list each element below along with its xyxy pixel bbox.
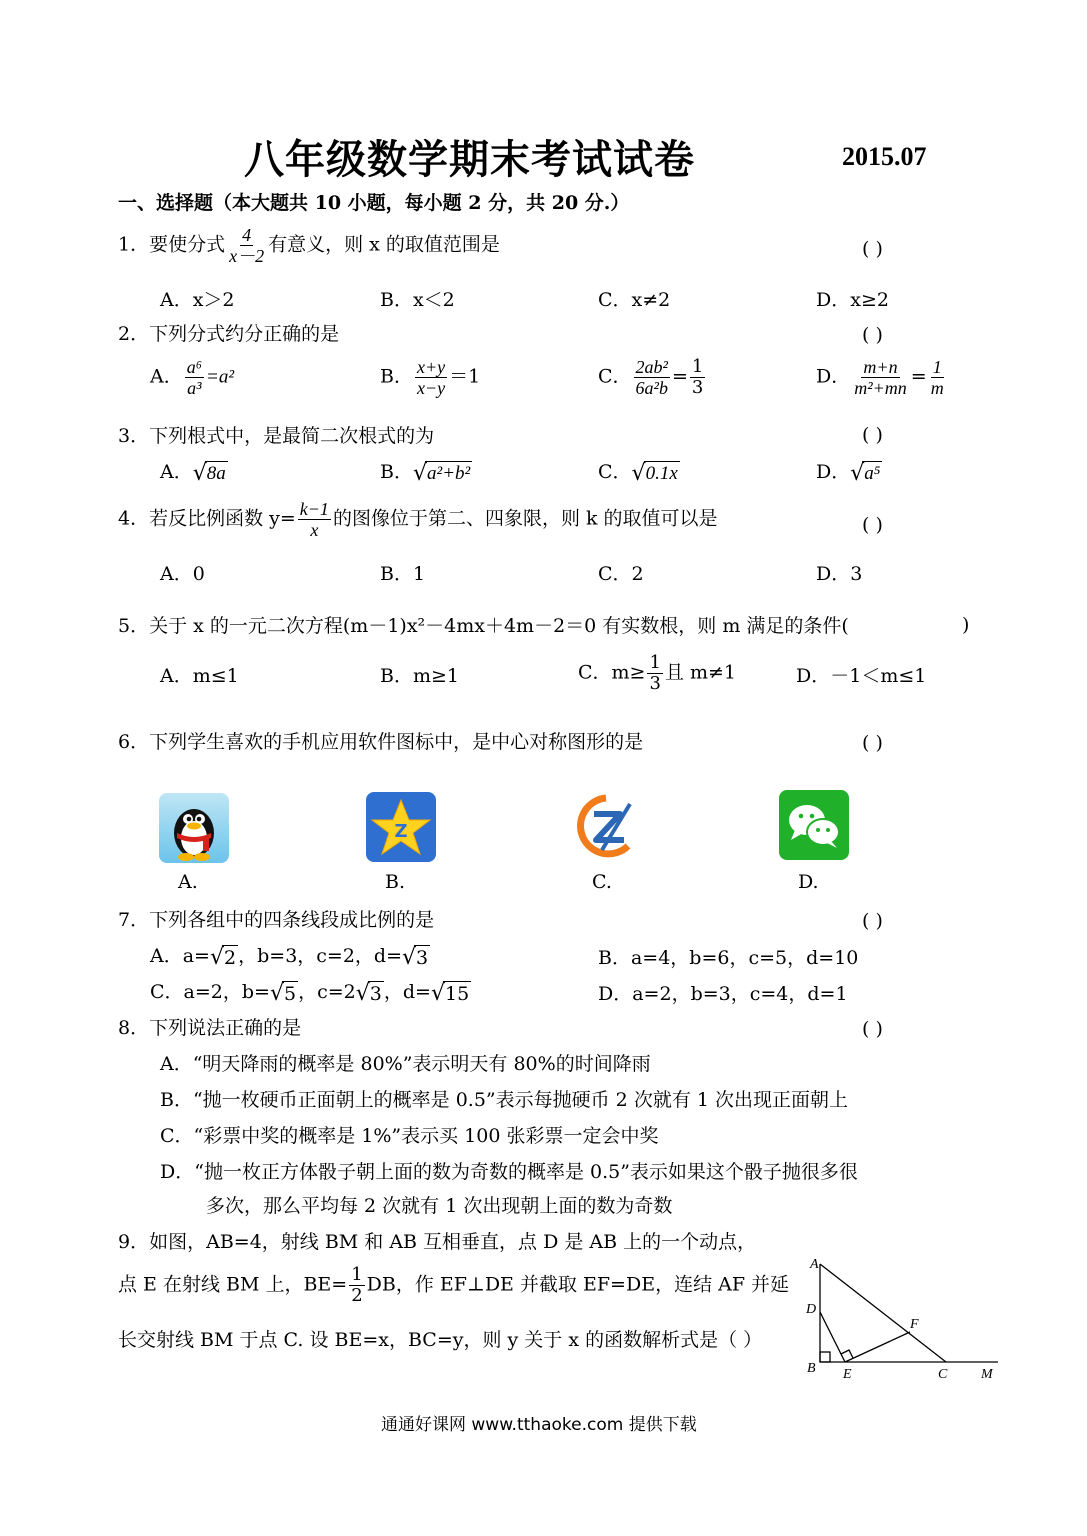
- fraction-denominator: 6a²b: [635, 378, 668, 398]
- stem-text: 关于 x 的一元二次方程(m－1)x²－4mx＋4m－2＝0 有实数根，则 m 满足的条件(: [149, 615, 849, 637]
- label-d: D: [806, 1302, 817, 1317]
- option-b: B．“抛一枚硬币正面朝上的概率是 0.5”表示每抛硬币 2 次就有 1 次出现正面朝上: [160, 1089, 848, 1111]
- option-label: A．: [150, 365, 183, 388]
- question-4-stem: [118, 500, 718, 539]
- radicand: a²+b²: [427, 462, 471, 484]
- option-a: A．m≤1: [160, 665, 239, 687]
- option-a: [150, 944, 430, 970]
- option-b: B．1: [380, 563, 426, 585]
- equals-sign: =: [910, 365, 927, 388]
- question-9-line-1: [118, 1230, 756, 1254]
- footer-text: 通通好课网 www.tthaoke.com 提供下载: [381, 1415, 697, 1435]
- fraction: [415, 358, 447, 397]
- option-label: C．m≥: [578, 661, 646, 684]
- answer-bracket: ( ): [862, 238, 883, 260]
- option-d-continued: 多次，那么平均每 2 次就有 1 次出现朝上面的数为奇数: [206, 1195, 673, 1217]
- option-label: D．: [816, 365, 851, 388]
- question-9-line-2: [118, 1266, 789, 1305]
- square-root: √0.1x: [631, 460, 678, 486]
- fraction: [690, 358, 705, 397]
- zl-logo-icon: [572, 790, 642, 860]
- svg-text:Z: Z: [394, 821, 408, 842]
- option-c: C．“彩票中奖的概率是 1%”表示买 100 张彩票一定会中奖: [160, 1125, 659, 1147]
- question-7-stem: [118, 908, 434, 932]
- option-label: C．: [598, 365, 632, 388]
- question-5-stem: [118, 614, 849, 638]
- segment-ef: [845, 1332, 910, 1362]
- answer-bracket: ( ): [862, 1018, 883, 1040]
- answer-bracket: ( ): [862, 514, 883, 536]
- question-number: 3．: [118, 425, 150, 447]
- fraction: [349, 1266, 364, 1305]
- fraction-numerator: 1: [351, 1264, 363, 1285]
- question-6-stem: [118, 730, 643, 754]
- square-root: √2: [209, 944, 237, 970]
- penguin-app-icon: [159, 793, 229, 863]
- segment-ac: [820, 1264, 946, 1362]
- option-a: [150, 358, 234, 397]
- question-number: 1．: [118, 233, 150, 256]
- fraction: [852, 358, 909, 397]
- fraction: [298, 500, 331, 539]
- question-9-line-3: 长交射线 BM 于点 C. 设 BE=x，BC=y，则 y 关于 x 的函数解析式是（ ）: [118, 1329, 763, 1351]
- option-label: A．: [160, 461, 193, 483]
- option-d: D．x≥2: [816, 289, 889, 311]
- radicand: 15: [445, 982, 470, 1005]
- icon-label-b: B.: [385, 871, 406, 893]
- fraction-denominator: x−y: [416, 378, 446, 398]
- chat-bubbles-app-icon: [779, 790, 849, 860]
- stem-text: 下列分式约分正确的是: [149, 323, 340, 345]
- equation-rhs: ＝1: [449, 365, 481, 388]
- fraction-numerator: 1: [932, 357, 942, 377]
- option-text: ，c=2: [298, 981, 356, 1003]
- stem-text: 点 E 在射线 BM 上，BE=: [118, 1273, 348, 1296]
- question-8-stem: [118, 1016, 301, 1040]
- question-number: 6．: [118, 731, 150, 753]
- radicand: 5: [284, 982, 297, 1005]
- radicand: 0.1x: [645, 462, 678, 484]
- option-d: D．a=2，b=3，c=4，d=1: [598, 983, 848, 1005]
- label-f: F: [910, 1317, 919, 1332]
- question-number: 8．: [118, 1017, 150, 1039]
- question-3-stem: [118, 424, 434, 448]
- stem-text: 下列各组中的四条线段成比例的是: [149, 909, 435, 931]
- label-c: C: [938, 1367, 948, 1382]
- fraction-denominator: m²+mn: [854, 378, 907, 398]
- exam-date: 2015.07: [842, 142, 927, 171]
- stem-text: 若反比例函数 y=: [149, 507, 296, 530]
- option-d: [816, 460, 882, 486]
- fraction-numerator: a⁶: [186, 357, 202, 377]
- stem-text: 如图，AB=4，射线 BM 和 AB 互相垂直，点 D 是 AB 上的一个动点，: [149, 1231, 757, 1253]
- section-title: 一、选择题（本大题共 10 小题，每小题 2 分，共 20 分.）: [118, 192, 630, 214]
- option-label: B．: [380, 461, 413, 483]
- option-text: C．a=2，b=: [150, 981, 270, 1003]
- fraction-denominator: x: [310, 520, 319, 540]
- icon-label-d: D.: [798, 871, 819, 893]
- square-root: √8a: [192, 460, 226, 486]
- icon-label-a: A.: [178, 871, 198, 893]
- fraction-denominator: a³: [187, 378, 202, 398]
- stem-text: 的图像位于第二、四象限，则 k 的取值可以是: [332, 507, 718, 530]
- square-root: √a⁵: [850, 460, 881, 486]
- option-b: [380, 460, 472, 486]
- fraction-numerator: 1: [649, 652, 661, 673]
- fraction-numerator: m+n: [863, 357, 898, 377]
- stem-text: 下列说法正确的是: [149, 1017, 302, 1039]
- star-z-app-icon: [366, 792, 436, 862]
- label-a: A: [810, 1257, 819, 1272]
- option-c: [150, 980, 471, 1006]
- square-root: √a²+b²: [412, 460, 471, 486]
- fraction-denominator: 3: [691, 377, 704, 398]
- stem-text: DB，作 EF⊥DE 并截取 EF=DE，连结 AF 并延: [366, 1273, 790, 1296]
- stem-text: 下列根式中，是最简二次根式的为: [149, 425, 435, 447]
- answer-bracket-close: ): [962, 614, 970, 636]
- label-b: B: [807, 1361, 816, 1376]
- option-d: D．－1＜m≤1: [796, 665, 927, 687]
- fraction-denominator: x－2: [229, 246, 265, 266]
- radicand: 8a: [206, 462, 226, 484]
- page-title: 八年级数学期末考试试卷: [244, 136, 695, 183]
- option-a: A．x＞2: [160, 289, 235, 311]
- question-number: 2．: [118, 323, 150, 345]
- icon-label-c: C.: [592, 871, 612, 893]
- fraction: [929, 358, 946, 397]
- option-a: A．“明天降雨的概率是 80%”表示明天有 80%的时间降雨: [160, 1053, 651, 1075]
- option-text: 且 m≠1: [664, 661, 737, 684]
- fraction: [185, 358, 204, 397]
- option-label: C．: [598, 461, 632, 483]
- label-e: E: [843, 1367, 852, 1382]
- fraction-numerator: k−1: [299, 499, 329, 519]
- question-1-stem: [118, 226, 500, 265]
- question-2-stem: [118, 322, 339, 346]
- fraction: [227, 226, 266, 265]
- equation-rhs: =a²: [206, 366, 235, 388]
- right-angle-mark-b: [820, 1352, 830, 1362]
- option-a: A．0: [160, 563, 205, 585]
- square-root: √15: [430, 980, 470, 1006]
- fraction: [634, 358, 670, 397]
- question-number: 7．: [118, 909, 150, 931]
- option-c: C．x≠2: [598, 289, 671, 311]
- option-text: A．a=: [150, 945, 210, 967]
- option-b: [380, 358, 480, 397]
- option-a: [160, 460, 228, 486]
- square-root: √3: [355, 980, 382, 1006]
- answer-bracket: ( ): [862, 424, 883, 446]
- fraction-denominator: 3: [649, 673, 661, 694]
- option-c: [598, 460, 680, 486]
- option-c: [578, 654, 736, 693]
- option-label: B．: [380, 365, 413, 388]
- option-text: ，d=: [383, 981, 431, 1003]
- fraction-numerator: 4: [242, 225, 252, 245]
- option-b: B．a=4，b=6，c=5，d=10: [598, 947, 859, 969]
- radicand: 3: [369, 982, 382, 1005]
- label-m: M: [981, 1367, 993, 1382]
- question-number: 5．: [118, 615, 150, 637]
- radicand: 3: [416, 946, 429, 969]
- answer-bracket: ( ): [862, 324, 883, 346]
- fraction-numerator: x+y: [416, 357, 446, 377]
- fraction: [647, 654, 662, 693]
- option-b: B．x＜2: [380, 289, 455, 311]
- option-c: C．2: [598, 563, 644, 585]
- fraction-denominator: 2: [351, 1285, 363, 1306]
- option-d: [816, 358, 948, 397]
- answer-bracket: ( ): [862, 910, 883, 932]
- answer-bracket: ( ): [862, 732, 883, 754]
- fraction-numerator: 1: [691, 356, 704, 377]
- question-number: 9．: [118, 1231, 150, 1253]
- square-root: √5: [269, 980, 297, 1006]
- stem-text: 有意义，则 x 的取值范围是: [268, 233, 500, 256]
- stem-text: 要使分式: [149, 233, 226, 256]
- fraction-numerator: 2ab²: [635, 357, 668, 377]
- option-d: D．3: [816, 563, 863, 585]
- equals-sign: =: [671, 365, 688, 388]
- option-text: ，b=3，c=2，d=: [238, 945, 403, 967]
- fraction-denominator: m: [930, 378, 944, 398]
- square-root: √3: [402, 944, 429, 970]
- geometry-figure: [798, 1252, 1004, 1388]
- option-b: B．m≥1: [380, 665, 459, 687]
- stem-text: 下列学生喜欢的手机应用软件图标中，是中心对称图形的是: [149, 731, 644, 753]
- option-d: D．“抛一枚正方体骰子朝上面的数为奇数的概率是 0.5”表示如果这个骰子抛很多很: [160, 1161, 858, 1183]
- option-label: D．: [816, 461, 851, 483]
- option-c: [598, 358, 707, 397]
- radicand: a⁵: [864, 462, 881, 484]
- radicand: 2: [224, 946, 237, 969]
- question-number: 4．: [118, 507, 150, 530]
